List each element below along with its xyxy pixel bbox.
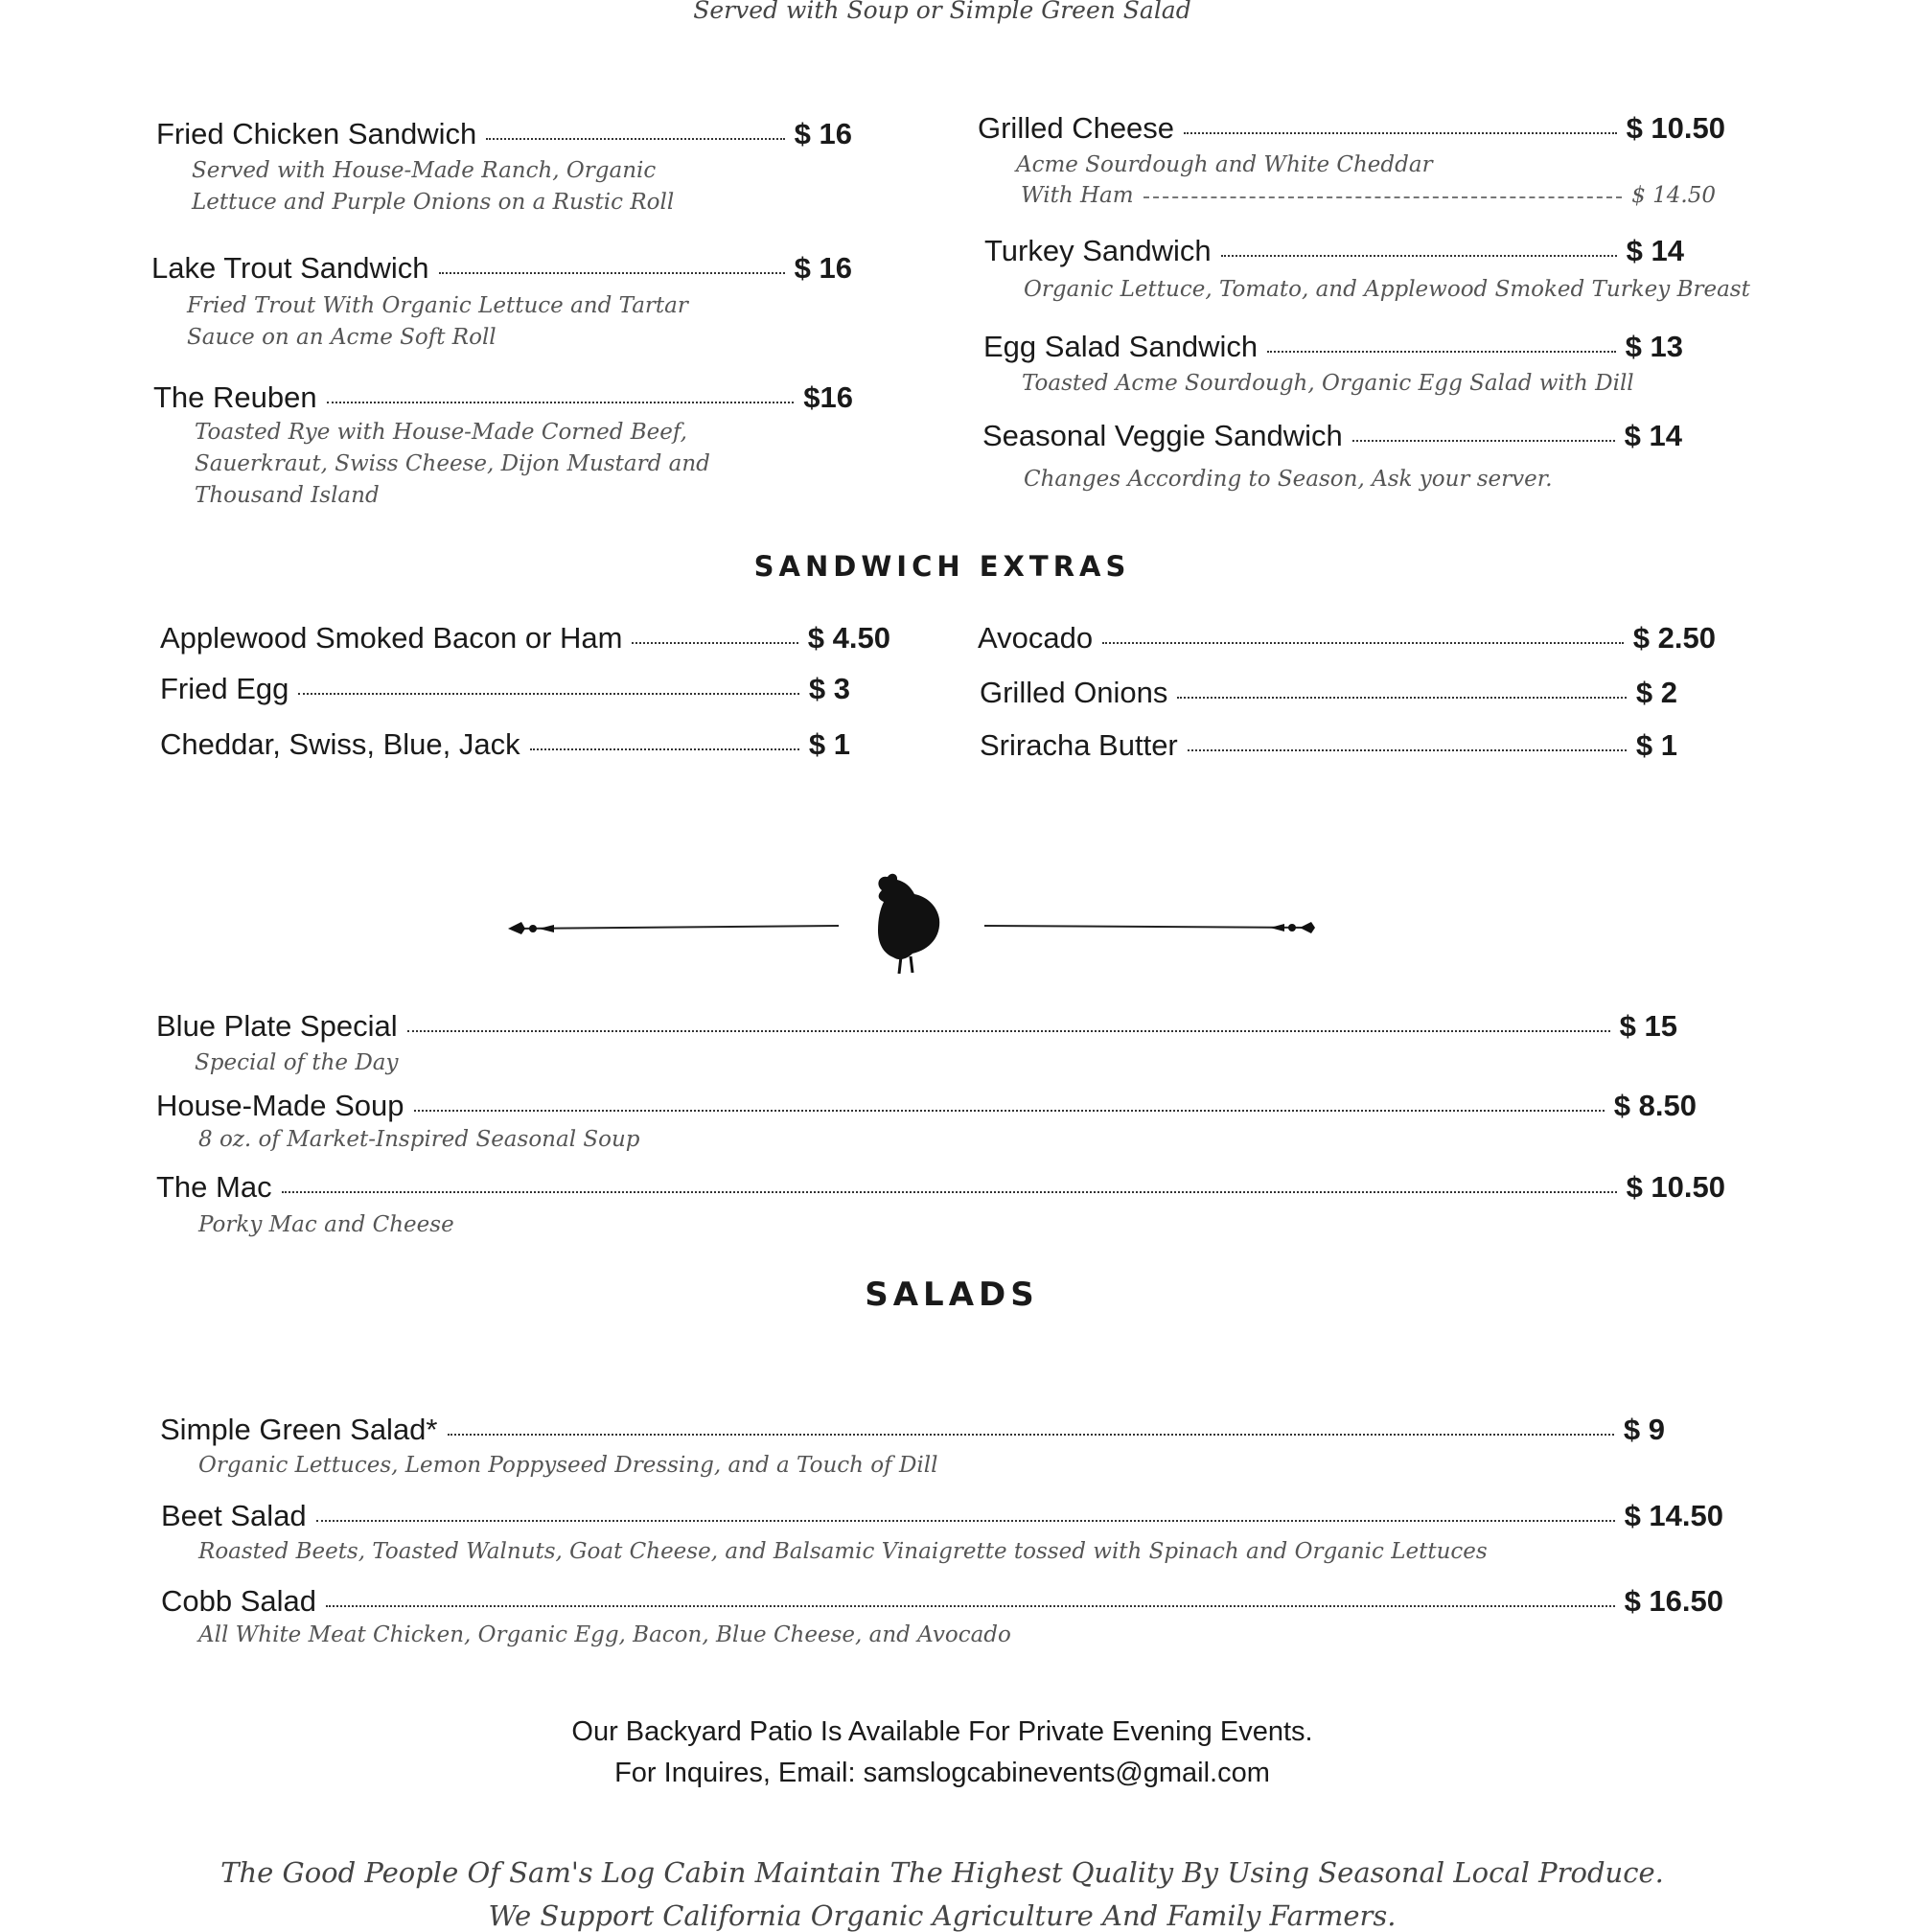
divider-line-right: [984, 922, 1315, 933]
item-description: Organic Lettuces, Lemon Poppyseed Dressing, and a Touch of Dill: [198, 1453, 938, 1478]
item-price: $ 2: [1635, 676, 1677, 709]
item-price: $ 10.50: [1626, 111, 1725, 145]
dotted-leader: [326, 1604, 1615, 1607]
extra-item-fried-egg: [160, 672, 850, 706]
item-description: Toasted Rye with House-Made Corned Beef, Sauerkraut, Swiss Cheese, Dijon Mustard and Thousand Island: [195, 420, 710, 508]
dotted-leader: [1102, 641, 1624, 644]
dotted-leader: [1267, 350, 1616, 353]
item-price: $ 1: [808, 727, 850, 761]
item-description: 8 oz. of Market-Inspired Seasonal Soup: [198, 1127, 640, 1152]
menu-item-grilled-cheese: [978, 111, 1725, 146]
item-price: $ 8.50: [1613, 1089, 1697, 1122]
dotted-leader: [298, 692, 798, 695]
dotted-leader: [1184, 131, 1617, 134]
item-price: $ 14: [1624, 419, 1682, 452]
item-name: Avocado: [978, 621, 1094, 655]
item-description: All White Meat Chicken, Organic Egg, Bacon, Blue Cheese, and Avocado: [198, 1622, 1011, 1647]
subitem-price: $ 14.50: [1631, 183, 1716, 208]
tagline-organic-agriculture: We Support California Organic Agriculture And Family Farmers.: [488, 1899, 1397, 1932]
menu-item-blue-plate-special: [156, 1009, 1677, 1044]
menu-item-house-made-soup: [156, 1089, 1697, 1123]
item-price: $ 14.50: [1624, 1499, 1723, 1532]
item-description: Acme Sourdough and White Cheddar: [1016, 152, 1433, 177]
menu-item-cobb-salad: [161, 1584, 1723, 1619]
extra-item-grilled-onions: [980, 676, 1677, 710]
dotted-leader: [448, 1433, 1614, 1436]
dotted-leader: [530, 748, 799, 750]
menu-item-the-reuben: [153, 380, 853, 415]
item-name: Beet Salad: [161, 1499, 307, 1532]
item-name: Applewood Smoked Bacon or Ham: [160, 621, 623, 655]
item-name: Egg Salad Sandwich: [983, 330, 1259, 363]
item-name: The Mac: [156, 1170, 272, 1204]
dotted-leader: [1221, 254, 1617, 257]
item-price: $ 16: [794, 251, 852, 285]
item-price: $ 10.50: [1626, 1170, 1725, 1204]
dotted-leader: [439, 271, 785, 274]
menu-item-simple-green-salad: [160, 1413, 1665, 1447]
item-name: House-Made Soup: [156, 1089, 404, 1122]
item-price: $ 16.50: [1624, 1584, 1723, 1618]
item-description: Special of the Day: [195, 1050, 399, 1075]
item-price: $ 15: [1619, 1009, 1677, 1043]
item-description: Served with House-Made Ranch, Organic Lettuce and Purple Onions on a Rustic Roll: [192, 158, 675, 215]
item-price: $ 3: [808, 672, 850, 705]
item-description: Toasted Acme Sourdough, Organic Egg Salad with Dill: [1022, 371, 1634, 396]
served-with-note: Served with Soup or Simple Green Salad: [693, 0, 1191, 24]
menu-item-beet-salad: [161, 1499, 1723, 1533]
extra-item-bacon-or-ham: [160, 621, 890, 656]
tagline-local-produce: The Good People Of Sam's Log Cabin Maintain The Highest Quality By Using Seasonal Local Produce.: [220, 1856, 1664, 1889]
divider-line-left: [508, 922, 839, 934]
item-name: The Reuben: [153, 380, 317, 414]
section-title-sandwich-extras: SANDWICH EXTRAS: [753, 550, 1131, 583]
item-name: Cobb Salad: [161, 1584, 317, 1618]
item-price: $ 14: [1626, 234, 1684, 267]
menu-item-fried-chicken-sandwich: [156, 117, 852, 151]
item-price: $ 16: [794, 117, 852, 150]
menu-item-turkey-sandwich: [984, 234, 1684, 268]
menu-item-the-mac: [156, 1170, 1725, 1205]
item-price: $ 1: [1635, 728, 1677, 762]
dotted-leader: [407, 1029, 1610, 1032]
section-title-salads: SALADS: [865, 1276, 1039, 1314]
dotted-leader: [282, 1190, 1617, 1193]
events-email-note: For Inquires, Email: samslogcabinevents@gmail.com: [614, 1758, 1270, 1788]
extra-item-sriracha-butter: [980, 728, 1677, 763]
item-name: Blue Plate Special: [156, 1009, 398, 1043]
chicken-silhouette-icon: [878, 874, 939, 974]
dotted-leader: [316, 1519, 1615, 1522]
dotted-leader: [1177, 696, 1626, 699]
extra-item-avocado: [978, 621, 1716, 656]
item-name: Simple Green Salad*: [160, 1413, 438, 1446]
item-name: Turkey Sandwich: [984, 234, 1212, 267]
item-name: Cheddar, Swiss, Blue, Jack: [160, 727, 520, 761]
chicken-divider: [498, 867, 1323, 978]
menu-item-lake-trout-sandwich: [151, 251, 852, 286]
item-description: Changes According to Season, Ask your server.: [1024, 467, 1553, 492]
item-price: $16: [803, 380, 853, 414]
item-price: $ 2.50: [1632, 621, 1716, 655]
item-name: Fried Chicken Sandwich: [156, 117, 477, 150]
dotted-leader: [1188, 748, 1627, 751]
item-name: Lake Trout Sandwich: [151, 251, 429, 285]
menu-item-egg-salad-sandwich: [983, 330, 1683, 364]
item-description: Fried Trout With Organic Lettuce and Tartar Sauce on an Acme Soft Roll: [187, 293, 688, 350]
extra-item-cheese: [160, 727, 850, 762]
dotted-leader: [414, 1109, 1605, 1112]
menu-item-seasonal-veggie-sandwich: [982, 419, 1682, 453]
dotted-leader: [486, 137, 784, 140]
dashed-leader: [1143, 196, 1623, 198]
item-name: Sriracha Butter: [980, 728, 1178, 762]
item-name: Seasonal Veggie Sandwich: [982, 419, 1343, 452]
item-description: Porky Mac and Cheese: [198, 1212, 454, 1237]
dotted-leader: [327, 401, 795, 403]
item-description: Organic Lettuce, Tomato, and Applewood Smoked Turkey Breast: [1024, 277, 1750, 302]
item-name: Grilled Cheese: [978, 111, 1175, 145]
item-name: Grilled Onions: [980, 676, 1168, 709]
subitem-name: With Ham: [1021, 183, 1134, 208]
dotted-leader: [1352, 439, 1615, 442]
item-price: $ 13: [1625, 330, 1683, 363]
dotted-leader: [632, 641, 797, 644]
menu-subitem-with-ham: [1021, 183, 1716, 208]
item-price: $ 9: [1623, 1413, 1665, 1446]
item-description: Roasted Beets, Toasted Walnuts, Goat Cheese, and Balsamic Vinaigrette tossed with Spinach and Organic Lettuces: [198, 1539, 1488, 1564]
item-price: $ 4.50: [807, 621, 890, 655]
item-name: Fried Egg: [160, 672, 289, 705]
private-events-note: Our Backyard Patio Is Available For Private Evening Events.: [571, 1716, 1313, 1747]
